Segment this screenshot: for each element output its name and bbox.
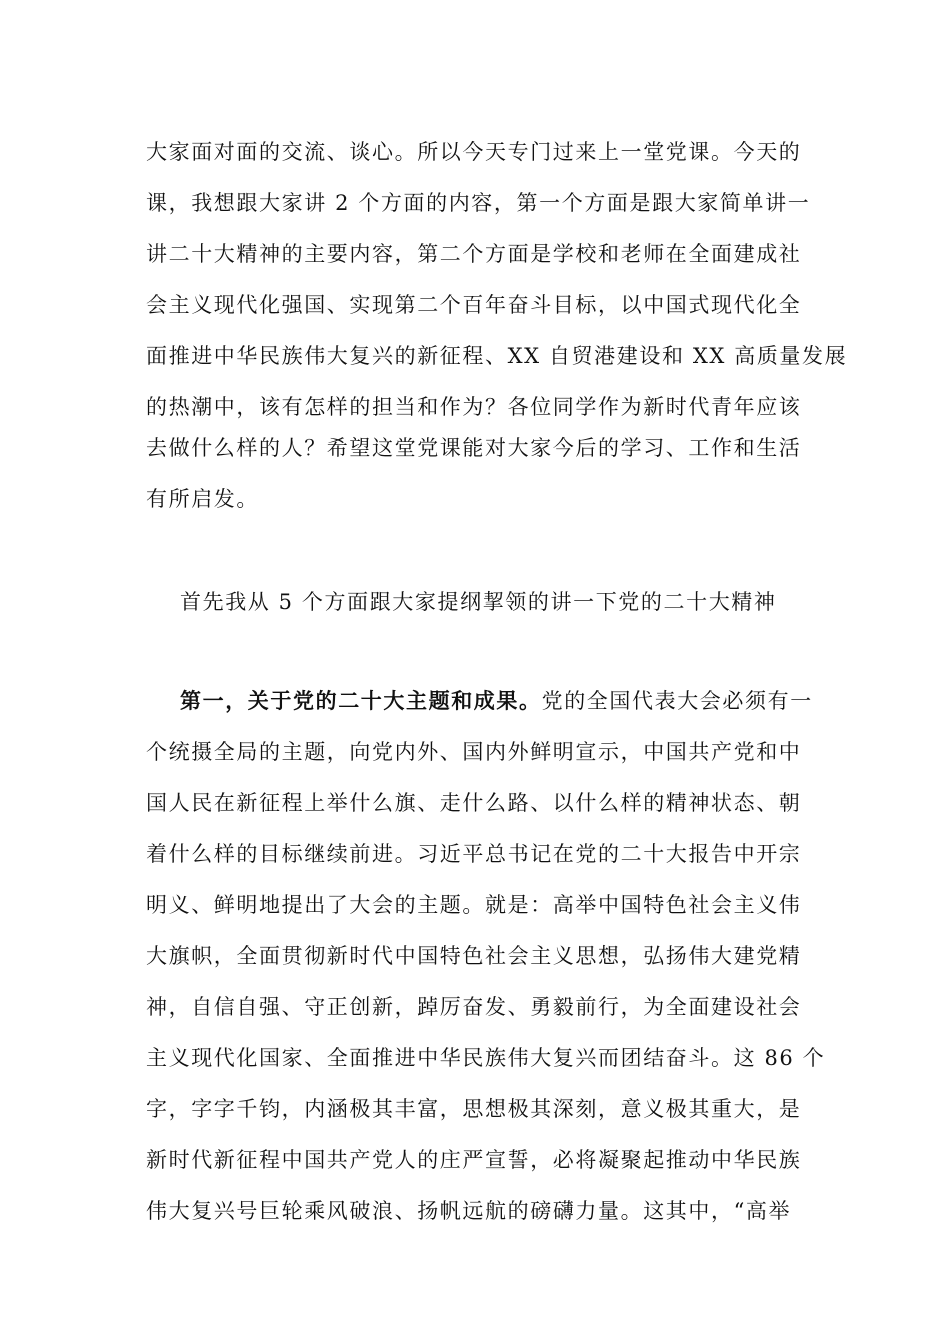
section1-line: 新时代新征程中国共产党人的庄严宣誓，必将凝聚起推动中华民族: [146, 1148, 802, 1172]
intro-line: 课，我想跟大家讲 2 个方面的内容，第一个方面是跟大家简单讲一: [146, 191, 811, 215]
section-intro: 首先我从 5 个方面跟大家提纲挈领的讲一下党的二十大精神: [180, 590, 777, 614]
intro-line: 讲二十大精神的主要内容，第二个方面是学校和老师在全面建成社: [146, 242, 802, 266]
section1-line: 大旗帜，全面贯彻新时代中国特色社会主义思想，弘扬伟大建党精: [146, 944, 802, 968]
intro-line: 大家面对面的交流、谈心。所以今天专门过来上一堂党课。今天的: [146, 140, 802, 164]
section1-first-line: [180, 686, 850, 716]
section1-line: 神，自信自强、守正创新，踔厉奋发、勇毅前行，为全面建设社会: [146, 995, 802, 1019]
section1-line: 明义、鲜明地提出了大会的主题。就是：高举中国特色社会主义伟: [146, 893, 802, 917]
section1-line: 国人民在新征程上举什么旗、走什么路、以什么样的精神状态、朝: [146, 791, 802, 815]
intro-line: 的热潮中，该有怎样的担当和作为？各位同学作为新时代青年应该: [146, 395, 802, 419]
section1-line: 着什么样的目标继续前进。习近平总书记在党的二十大报告中开宗: [146, 842, 802, 866]
section1-line: 个统摄全局的主题，向党内外、国内外鲜明宣示，中国共产党和中: [146, 740, 802, 764]
section1-line: 伟大复兴号巨轮乘风破浪、扬帆远航的磅礴力量。这其中，“高举: [146, 1199, 792, 1223]
intro-line: 会主义现代化强国、实现第二个百年奋斗目标，以中国式现代化全: [146, 293, 802, 317]
section1-line: 主义现代化国家、全面推进中华民族伟大复兴而团结奋斗。这 86 个: [146, 1046, 826, 1070]
section1-line: 字，字字千钧，内涵极其丰富，思想极其深刻，意义极其重大，是: [146, 1097, 802, 1121]
intro-line: 去做什么样的人？希望这堂党课能对大家今后的学习、工作和生活: [146, 436, 802, 460]
intro-line: 有所启发。: [146, 487, 259, 511]
section1-first-line-rest: 党的全国代表大会必须有一: [541, 689, 813, 713]
intro-line: 面推进中华民族伟大复兴的新征程、XX 自贸港建设和 XX 高质量发展: [146, 344, 848, 368]
section1-heading: 第一，关于党的二十大主题和成果。: [180, 688, 542, 713]
